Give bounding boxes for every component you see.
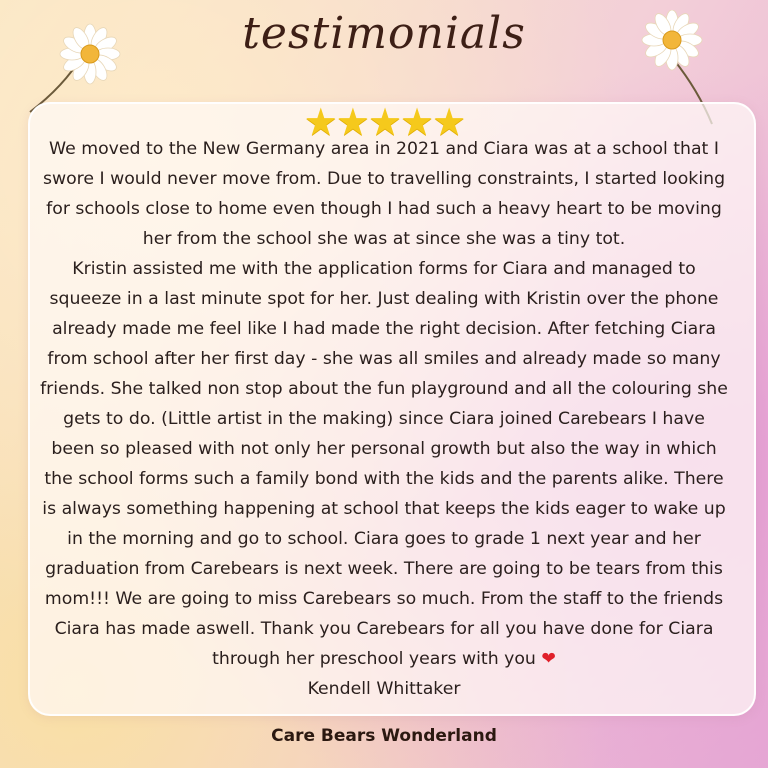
star-icon: ★	[367, 100, 401, 144]
footer-brand: Care Bears Wonderland	[271, 726, 497, 746]
testimonial-paragraph-2: Kristin assisted me with the application forms for Ciara and managed to squeeze in a last minute spot for her. Just dealing with Kristin over the phone already made me feel like I had made the right decision. After fetching Ciara from school after her first day - she was all smiles and already made so many friends. She talked non stop about the fun playground and all the colouring she gets to do. (Little artist in the making) since Ciara joined Carebears I have been so pleased with not only her personal growth but also the way in which the school forms such a family bond with the kids and the parents alike. There is always something happening at school that keeps the kids eager to wake up in the morning and go to school. Ciara goes to grade 1 next year and her graduation from Carebears is next week. There are going to be tears from this mom!!! We are going to miss Carebears so much. From the staff to the friends Ciara has made aswell. Thank you Carebears for all you have done for Ciara through her preschool years with you ❤	[40, 259, 728, 669]
star-icon: ★	[400, 100, 433, 144]
testimonial-author: Kendell Whittaker	[307, 679, 461, 699]
testimonial-paragraph-1: We moved to the New Germany area in 2021 and Ciara was at a school that I swore I would never move from. Due to travelling constraints, I started looking for schools close to home even though I had such a heavy heart to be moving her from the school she was at since she was a tiny tot.	[42, 139, 726, 249]
testimonial-text	[40, 134, 728, 704]
star-icon: ★	[432, 100, 465, 144]
star-icon: ★	[303, 100, 336, 144]
star-icon: ★	[335, 100, 368, 144]
heart-icon: ❤	[541, 649, 556, 669]
page-title: testimonials	[242, 8, 526, 59]
